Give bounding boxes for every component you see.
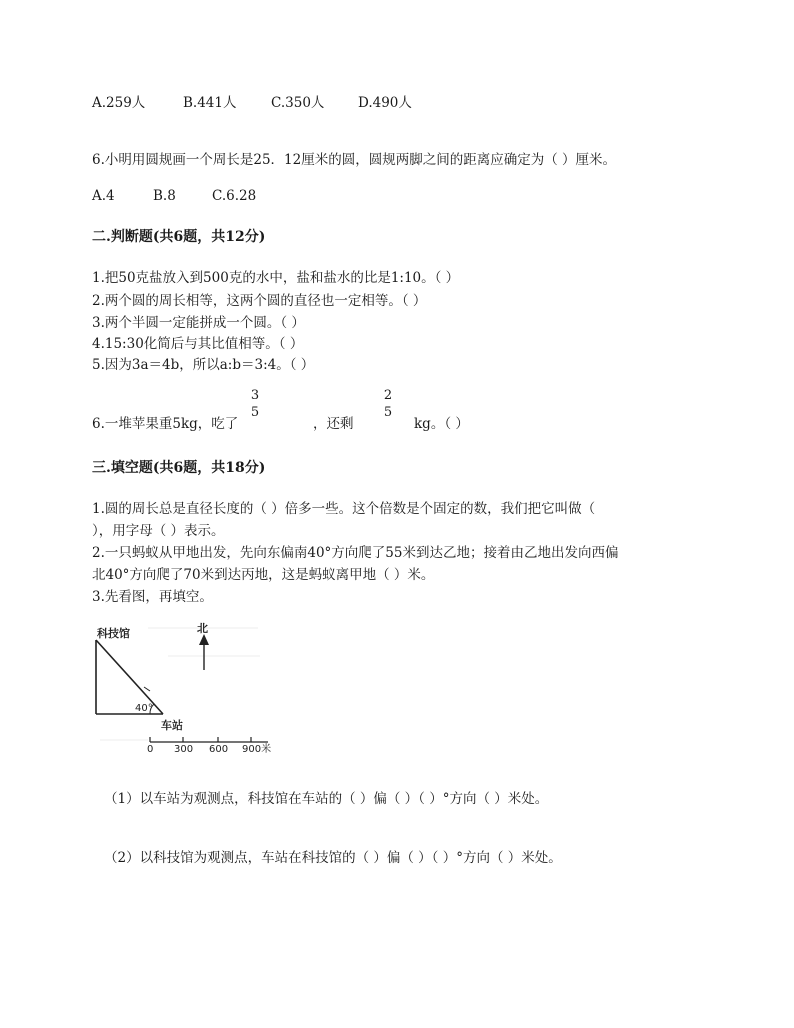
fill-q3-sub1: （1）以车站为观测点，科技馆在车站的（ ）偏（ ）（ ）°方向（ ）米处。	[104, 791, 549, 807]
scale-label-900: 900米	[242, 744, 272, 755]
fraction-three-fifths	[245, 388, 265, 421]
q5-options	[92, 93, 412, 113]
q5-option-c: C.350人	[271, 95, 325, 111]
station-label: 车站	[161, 719, 183, 732]
section2-heading: 二.判断题(共6题，共12分)	[92, 229, 266, 245]
judge-item-4: 4.15:30化简后与其比值相等。（ ）	[92, 336, 304, 352]
fraction-two-fifths	[378, 388, 398, 421]
angle-label: 40°	[135, 703, 153, 714]
judge-item-5: 5.因为3a＝4b，所以a:b＝3:4。（ ）	[92, 357, 315, 373]
map-diagram	[88, 618, 288, 758]
judge-item-2: 2.两个圆的周长相等，这两个圆的直径也一定相等。（ ）	[92, 293, 427, 309]
fill-q3: 3.先看图，再填空。	[92, 589, 213, 605]
judge-item-1: 1.把50克盐放入到500克的水中，盐和盐水的比是1:10。（ ）	[92, 270, 460, 286]
judge-item-6-suffix: kg。（ ）	[414, 416, 469, 432]
fill-q2-line1: 2.一只蚂蚁从甲地出发，先向东偏南40°方向爬了55米到达乙地；接着由乙地出发向西偏	[92, 545, 619, 561]
scale-label-600: 600	[209, 744, 229, 755]
section3-heading: 三.填空题(共6题，共18分)	[92, 460, 266, 476]
fill-q1-line1: 1.圆的周长总是直径长度的（ ）倍多一些。这个倍数是个固定的数，我们把它叫做（	[92, 501, 596, 517]
judge-item-3: 3.两个半圆一定能拼成一个圆。（ ）	[92, 315, 305, 331]
fraction-2-denominator: 5	[383, 405, 393, 420]
q5-option-b: B.441人	[183, 95, 237, 111]
fraction-2-numerator: 2	[383, 388, 393, 403]
scale-label-300: 300	[174, 744, 194, 755]
museum-label: 科技馆	[97, 627, 130, 640]
q6-option-a: A.4	[92, 188, 115, 204]
fill-q2-line2: 北40°方向爬了70米到达丙地，这是蚂蚁离甲地（ ）米。	[92, 567, 435, 583]
judge-item-6-prefix: 6.一堆苹果重5kg，吃了	[92, 416, 239, 432]
fraction-1-denominator: 5	[250, 405, 260, 420]
q5-option-d: D.490人	[358, 95, 412, 111]
q6-option-c: C.6.28	[212, 188, 257, 204]
fraction-1-numerator: 3	[250, 388, 260, 403]
q5-option-a: A.259人	[92, 95, 146, 111]
north-label: 北	[197, 622, 208, 635]
q6-option-b: B.8	[153, 188, 176, 204]
judge-item-6-middle: ，还剩	[313, 416, 354, 432]
fill-q3-sub2: （2）以科技馆为观测点，车站在科技馆的（ ）偏（ ）（ ）°方向（ ）米处。	[104, 850, 562, 866]
q6-options	[92, 186, 256, 206]
q6-text: 6.小明用圆规画一个周长是25．12厘米的圆，圆规两脚之间的距离应确定为（ ）厘米。	[92, 152, 617, 168]
scale-label-0: 0	[147, 744, 154, 755]
fill-q1-line2: ），用字母（ ）表示。	[92, 523, 225, 539]
